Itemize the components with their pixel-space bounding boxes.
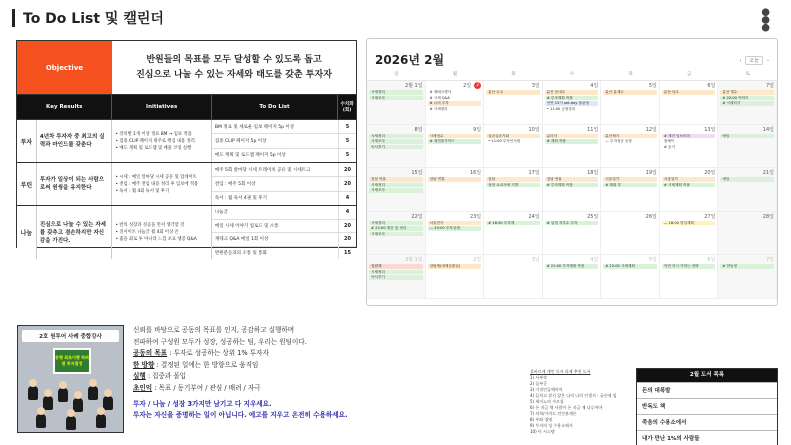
calendar-event[interactable]: 분산 수주 [486,90,540,95]
calendar-event[interactable]: 실습실습기회 [486,134,540,139]
principle-mindset: 초인익 : 목표 / 동기부여 / 관심 / 배려 / 자극 [133,383,261,392]
calendar-event[interactable]: 독서후기 [369,145,423,150]
group-initiatives [112,206,211,259]
calendar-day-cell[interactable] [543,81,602,125]
group-initiatives [112,120,211,162]
calendar-event[interactable]: 집혜이 [663,139,675,143]
todo-count: 4 [338,192,356,205]
calendar-event[interactable]: # 재건을가이드 [428,139,482,144]
group-name: 투자 [17,120,37,162]
calendar-event[interactable]: # 시세리시 [720,101,774,106]
calendar-day-cell[interactable] [484,125,543,169]
todo-row [212,120,356,134]
todo-row [212,233,356,247]
todo-text: BM 정표 및 새로운 임보 페이지 5p 이상 [214,124,295,130]
calendar-day-cell[interactable] [660,81,719,125]
todo-text: 매도 계획 및 로드맵 페이지 5p 이상 [214,153,286,159]
book-list-table [636,368,778,445]
calendar-day-cell[interactable] [426,212,485,256]
todo-row [212,206,356,220]
principle-emphasis-1: 투자 / 나눔 / 성장 3가지만 남기고 다 지우세요. [133,399,272,408]
todo-text: 독서 : 월 독서 4권 및 후기 [214,196,267,202]
calendar-event[interactable]: 설립체 [369,264,423,269]
book-list-row: 내가 만난 1%의 사람들 [637,430,777,445]
calendar-day-cell[interactable] [718,255,777,299]
todo-count: 5 [338,120,356,133]
calendar-day-cell[interactable] [367,255,426,299]
book-list-row: 죽음의 수용소에서 [637,414,777,430]
weekday-label: 목 [628,72,633,77]
calendar-event[interactable]: 설날 연휴 [428,177,482,182]
calendar-event[interactable]: 시세조사 [369,232,423,237]
reading-list-item: 3) 기적인들에이어 [530,387,563,392]
day-number: 4일 [590,83,599,89]
group-name: 나눔 [17,206,37,259]
day-number: 26일 [645,213,657,220]
illustration-banner: 동행 최초이행 하려면 투자결정 [53,348,91,374]
day-number: 3월 1일 [404,257,423,263]
calendar-event[interactable]: 예임 [720,177,774,182]
calendar-event[interactable]: • 11:00 투자인사원 [488,139,521,143]
day-number: 6일 [707,83,716,89]
todo-row [212,192,356,205]
book-list-row: 반독도 책 [637,398,777,414]
reading-list-item: 6) 돈 지금 채 사람이 돈 자금 재 다루어야 [530,405,603,410]
calendar-event[interactable]: # 계획 후 [603,183,657,188]
calendar-event[interactable]: 분산 남수 [662,90,716,95]
initiative-item: • 진서이트 나눔글 월 4회 이상 온 [115,230,179,235]
day-number: 19일 [645,170,657,176]
principle-line-1: 신뢰를 바탕으로 공동의 목표를 인지, 공감하고 실행하며 [133,326,295,334]
weekday-label: 금 [687,72,692,77]
objective-line-2: 진심으로 나눌 수 있는 자세와 태도를 갖춘 투자자 [136,69,332,80]
todo-row [212,220,356,234]
todo-text: 전임 : 매주 5회 이상 [214,181,256,187]
calendar-event[interactable]: 예임 [720,134,774,139]
reading-list-item: 9) 투자의 성 수용소에서 [530,423,573,428]
calendar-event[interactable]: # 16:30 투자계 [486,221,540,226]
calendar-event[interactable]: # 22:00 이야기 [720,96,774,101]
page-title: To Do List 및 캘린더 [23,11,164,27]
calendar-event[interactable]: 설날 [486,177,540,182]
calendar-day-cell[interactable] [660,168,719,212]
initiative-item: • 집중 CLIP 페이지 위주로 핵심 내용 정리 [115,138,195,144]
initiative-item: • 시세 : 매일 앞마당 시세 공유 및 업데이트 [115,174,197,180]
next-month-button[interactable]: › [767,57,769,64]
calendar-day-cell[interactable] [601,255,660,299]
initiative-item: • 줌을 회로 투 아니라 느낌 포표 땡콩 Q&A [115,237,197,242]
day-number: 24일 [528,213,540,220]
todo-text: 집중 CLIP 페이지 5p 이상 [214,138,267,144]
calendar-event[interactable]: 서울설기 [662,177,716,182]
calendar-day-cell[interactable] [484,81,543,125]
objective-table [16,40,357,256]
calendar-day-cell[interactable] [543,168,602,212]
day-number: 25일 [587,213,599,220]
group-initiatives [112,163,211,205]
calendar-day-cell[interactable] [426,168,485,212]
calendar-nav [739,56,769,65]
principle-direction: 한 방향 : 결정된 일에는 한 방향으로 움직임 [133,360,259,369]
todo-count: 20 [338,220,356,233]
calendar-event[interactable]: 독서후기 [369,275,423,280]
calendar-day-cell[interactable] [718,81,777,125]
weekday-label: 수 [569,72,575,77]
day-number: 14일 [762,126,774,133]
todo-row [212,247,356,260]
group-key-result: 투자가 일상이 되는 사람으로써 원씽을 유지한다 [37,163,113,205]
calendar-event[interactable]: 분산재기 [603,134,657,139]
calendar-event[interactable]: 서울진기 [428,221,482,226]
day-number: 3일 [531,83,540,89]
calendar-day-cell[interactable] [543,125,602,169]
calendar-day-cell[interactable] [660,255,719,299]
calendar-day-cell[interactable] [367,212,426,256]
objective-text [112,41,356,94]
day-number: 21일 [762,170,774,176]
day-number: 7일 [765,257,774,263]
book-list-title: 2월 도서 목록 [637,369,777,382]
book-list-row: 돈의 대폭발 [637,382,777,398]
todo-row [212,134,356,148]
calendar-day-cell[interactable] [426,125,485,169]
more-options-icon[interactable]: ●●● [759,7,771,32]
group-key-result: 진심으로 나눌 수 있는 자세를 갖추고 겸손하지만 자신감을 가진다. [37,206,113,259]
calendar-day-cell[interactable] [367,168,426,212]
calendar [366,38,778,306]
today-marker: 2 [474,82,481,89]
reading-list-item: 10) 이 시스템 [530,429,555,434]
todo-count: 5 [338,134,356,147]
calendar-day-cell[interactable] [543,212,602,256]
calendar-event[interactable]: # 재테크생각 [429,90,452,94]
objective-table-header [17,95,356,119]
todo-text: 반원분들과의 소통 및 통화 [214,250,267,256]
group-todo-list [212,206,356,259]
calendar-event[interactable]: 분산 명수 [720,90,774,95]
calendar-day-cell[interactable] [718,212,777,256]
todo-text: 매일 시세 이야기 업로드 및 소통 [214,223,279,229]
reading-list-item: 1) 사부작 [530,375,547,380]
calendar-event[interactable]: # 시세정리 [429,106,448,111]
calendar-day-cell[interactable] [543,255,602,299]
weekday-label: 화 [511,72,516,77]
day-number: 8일 [414,126,423,133]
calendar-day-cell[interactable] [601,81,660,125]
principle-goal: 공동의 목표 : 투자로 성공하는 상위 1% 투자자 [133,349,269,358]
team-illustration [17,325,124,433]
day-number: 6일 [707,257,716,263]
principle-emphasis-2: 투자는 자신을 증명하는 일이 아닙니다. 에고를 지우고 온전히 수용하세요. [133,411,348,420]
todo-row [212,149,356,162]
day-number: 23일 [469,213,482,220]
initiative-item: • 매도 계획 및 로드맵 및 매물 코칭 실행 [115,145,192,151]
calendar-event[interactable]: 설날 연휴 [545,177,599,182]
calendar-event[interactable]: # 22:00 시세계획 [603,264,657,269]
calendar-day-cell[interactable] [484,212,543,256]
day-number: 20일 [704,170,716,176]
reading-list [530,369,616,435]
calendar-event[interactable]: # 나의 투자 [428,101,482,106]
day-number: 2일 [473,257,482,263]
title-accent-bar [12,9,15,27]
day-number: 10일 [528,126,540,133]
calendar-day-cell[interactable] [660,212,719,256]
calendar-day-cell[interactable] [484,168,543,212]
weekday-label: 월 [452,72,458,77]
day-number: 18일 [587,170,599,176]
calendar-event[interactable]: # 일정 자투수 투자 [545,221,599,226]
calendar-event[interactable]: # 동기 [663,144,675,149]
calendar-day-cell[interactable] [426,255,485,299]
todo-count: 20 [338,233,356,246]
calendar-event[interactable]: 시세정리 [369,134,423,139]
day-number: 2월 1일 [404,83,423,89]
weekday-label: 토 [745,72,750,77]
calendar-event[interactable]: 시세조사 [369,139,423,144]
calendar-event[interactable]: • 11:00 공청강의 [546,106,576,111]
calendar-event[interactable]: 시세정리 [369,221,423,226]
initiative-item: • 반의 성장과 성공을 먼저 생각할 것 [115,223,185,228]
calendar-day-cell[interactable] [601,168,660,212]
calendar-day-cell[interactable] [718,168,777,212]
page-header [12,8,164,28]
objective-label: Objective [17,41,112,94]
initiative-item: • 강의별 1개 이상 정표 BM → 임보 적용 [115,131,192,137]
calendar-event[interactable]: # 시세 Q&A [429,95,450,100]
calendar-day-cell[interactable] [601,212,660,256]
group-name: 루틴 [17,163,37,205]
day-number: 28일 [762,213,774,220]
group-todo-list [212,120,356,162]
col-key-results: Key Results [17,95,112,119]
col-initiatives: Initiatives [112,95,211,119]
calendar-event[interactable]: 시세정리 [369,270,423,275]
day-number: 27일 [704,213,716,220]
todo-text: 재테크 Q&A 매일 1회 이상 [214,237,269,243]
day-number: 15일 [411,170,423,176]
day-number: 3일 [531,257,540,263]
calendar-day-cell[interactable] [660,125,719,169]
calendar-event[interactable]: 분리서 [545,134,599,139]
day-number: 13일 [704,126,716,133]
calendar-event[interactable]: # 투자계획 작품 [545,96,599,101]
reading-list-item: 8) 부와 경영 [530,417,553,422]
calendar-event[interactable]: 성장 요리사에 기발 [486,183,540,188]
day-number: 7일 [765,83,774,89]
todo-count: 20 [338,163,356,176]
principle-line-2: 전파하여 구성원 모두가 성장, 성공하는 팀, 우리는 원팀이다. [133,337,307,346]
day-number: 5일 [648,257,657,263]
calendar-event[interactable]: 설립체(대체공휴일) [428,264,482,269]
calendar-event[interactable]: # 투자계획 작품 [545,183,599,188]
day-number: 11일 [587,126,599,133]
calendar-event[interactable]: 시세조사 [369,188,423,193]
reading-list-heading: 올바르게 개인 독서 과제 추천 도서 [530,369,591,374]
calendar-day-cell[interactable] [484,255,543,299]
calendar-event[interactable]: # 만들정 [720,264,774,269]
calendar-event[interactable]: 분산 분재수 [603,90,657,95]
day-number: 2일 [463,83,472,89]
day-number: 22일 [411,213,423,220]
todo-count: 20 [338,177,356,190]
calendar-event[interactable]: 이번 자시 가하는 전략 [662,264,716,269]
objective-group-2 [17,205,356,259]
objective-line-1: 반원들의 목표를 모두 달성할 수 있도록 돕고 [146,54,322,65]
day-number: 9일 [473,126,482,133]
todo-count: 4 [338,206,356,219]
principle-execution: 실행 : 집중과 몰입 [133,372,187,381]
weekday-label: 일 [394,72,399,77]
calendar-event[interactable]: 시세정리 [369,90,423,95]
weekday-header [367,71,777,79]
col-todo: To Do List [212,95,338,119]
calendar-event[interactable]: 서울설기 [603,177,657,182]
prev-month-button[interactable]: ‹ [739,57,742,64]
calendar-event[interactable]: # 재건 임보미하 [662,134,716,139]
calendar-event[interactable]: # 시세계획 작품 [662,183,716,188]
calendar-event[interactable]: # 21:00 투자계획 작품 [545,264,599,269]
calendar-event[interactable]: 시세정수 [428,134,482,139]
group-todo-list [212,163,356,205]
calendar-event[interactable]: 설날 연휴 [369,177,423,182]
todo-text: 나눔글 [214,210,228,216]
calendar-day-cell[interactable] [367,81,426,125]
todo-row [212,177,356,191]
calendar-event[interactable]: — 20:00 투자상세 [428,226,482,231]
calendar-title: 2026년 2월 [375,53,445,67]
calendar-event[interactable]: # 22:00 재건 및 정리 [369,226,423,231]
calendar-day-cell[interactable] [718,125,777,169]
day-number: 16일 [469,170,482,176]
objective-group-0 [17,119,356,162]
calendar-event[interactable]: # 계획 작품 [545,139,599,144]
todo-row [212,163,356,177]
todo-text: 매주 5회 앞마당 시세 트래이치 공유 및 시세트크 [214,167,311,173]
day-number: 12일 [645,126,657,133]
calendar-event[interactable]: — 투자성공 동물 [605,139,632,143]
calendar-event[interactable]: 시세정리 [369,183,423,188]
calendar-day-cell[interactable] [426,81,485,125]
calendar-event[interactable]: 시세조사 [369,96,423,101]
today-button[interactable]: 오늘 [745,56,763,65]
calendar-grid [367,80,777,299]
reading-list-item: 7) 의학/가이드 인간관계론 [530,411,577,416]
calendar-event[interactable]: 인연 15시 set-day 물판정 [545,101,599,106]
team-principles [133,325,393,422]
reading-list-item: 2) 돌부곳 [530,381,547,386]
illustration-title: 2호 원투어 사례 중합강사 [22,330,119,342]
reading-list-item: 4) 들치고 잘지 앉은 나의 나의 인생지 : 궁중에 임 [530,393,617,398]
reading-list-item: 5) 세이노의 가르침 [530,399,564,404]
todo-count: 15 [338,247,356,260]
day-number: 5일 [648,83,657,89]
initiative-item: • 전임 : 매주 전임 내용 정리 후 임보에 적용 [115,181,199,187]
todo-count: 5 [338,149,356,162]
calendar-day-cell[interactable] [367,125,426,169]
objective-group-1 [17,162,356,205]
initiative-item: • 독서 : 월 4회 독서 및 후기 [115,188,170,194]
day-number: 4일 [590,257,599,263]
calendar-day-cell[interactable] [601,125,660,169]
col-count: 수치화 (회) [340,102,354,113]
group-key-result: 4년차 투자자 중 최고의 실력과 마인드를 갖춘다 [37,120,113,162]
day-number: 17일 [528,170,540,176]
calendar-event[interactable]: 분산 동네수 [545,90,599,95]
calendar-event[interactable]: — 18:00 빌딩계획 [662,221,716,226]
